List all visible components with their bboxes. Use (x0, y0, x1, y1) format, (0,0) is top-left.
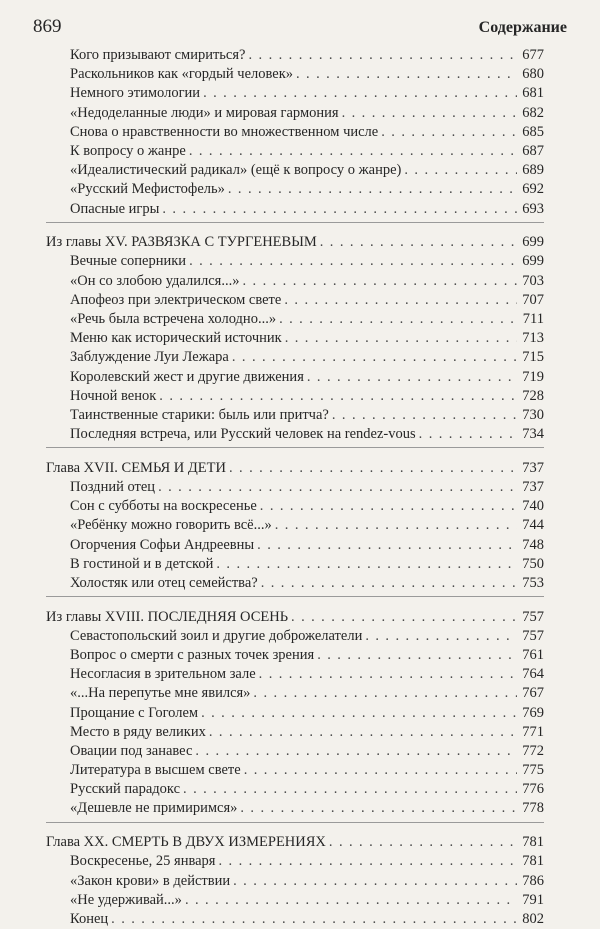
toc-entry-title: «Русский Мефистофель» (70, 181, 225, 198)
dot-leader (365, 627, 517, 646)
toc-entry-title: «Он со злобою удалился...» (70, 272, 240, 289)
toc-entry-page: 692 (522, 181, 544, 198)
toc-entry-title: К вопросу о жанре (70, 142, 186, 159)
dot-leader (248, 46, 517, 65)
toc-entry-title: Ночной венок (70, 387, 157, 404)
toc-entry-title: Заблуждение Луи Лежара (70, 349, 229, 366)
toc-section-entry[interactable] (46, 104, 544, 123)
toc-section-entry[interactable] (46, 555, 544, 574)
toc-entry-title: «Недоделанные люди» и мировая гармония (70, 104, 339, 121)
dot-leader (228, 180, 517, 199)
toc-section-entry[interactable] (46, 780, 544, 799)
dot-leader (218, 852, 517, 871)
toc-entry-page: 737 (522, 459, 544, 476)
dot-leader (259, 665, 517, 684)
toc-entry-title: Конец (70, 910, 109, 927)
toc-section-entry[interactable] (46, 704, 544, 723)
toc-entry-page: 748 (522, 536, 544, 553)
toc-chapter-entry[interactable] (46, 229, 544, 252)
toc-section-entry[interactable] (46, 852, 544, 871)
dot-leader (229, 459, 517, 478)
toc-section-entry[interactable] (46, 291, 544, 310)
toc-entry-title: Меню как исторический источник (70, 330, 282, 347)
toc-section-entry[interactable] (46, 368, 544, 387)
toc-entry-page: 677 (522, 47, 544, 63)
toc-section-entry[interactable] (46, 348, 544, 367)
running-title: Содержание (478, 19, 567, 36)
toc-entry-title: В гостиной и в детской (70, 555, 214, 572)
toc-entry-title: Глава XVII. СЕМЬЯ И ДЕТИ (46, 459, 226, 476)
toc-section-entry[interactable] (46, 425, 544, 444)
toc-section-entry[interactable] (46, 536, 544, 555)
toc-section-entry[interactable] (46, 723, 544, 742)
toc-entry-title: Место в ряду великих (70, 723, 206, 740)
toc-entry-page: 778 (522, 800, 544, 817)
toc-entry-title: Из главы XV. РАЗВЯЗКА С ТУРГЕНЕВЫМ (46, 234, 317, 251)
page-number: 869 (33, 16, 62, 37)
toc-section-entry[interactable] (46, 161, 544, 180)
toc-entry-page: 740 (522, 498, 544, 515)
toc-entry-title: Русский парадокс (70, 781, 181, 798)
toc-entry-title: «Закон крови» в действии (70, 872, 231, 889)
toc-entry-page: 699 (522, 234, 544, 251)
dot-leader (279, 310, 517, 329)
dot-leader (291, 608, 517, 627)
toc-entry-page: 772 (522, 742, 544, 759)
toc-entry-page: 719 (522, 368, 544, 385)
toc-entry-page: 761 (522, 646, 544, 663)
toc-section-entry[interactable] (46, 142, 544, 161)
toc-entry-title: Опасные игры (70, 200, 160, 217)
toc-entry-title: Из главы XVIII. ПОСЛЕДНЯЯ ОСЕНЬ (46, 608, 289, 625)
toc-entry-title: Овации под занавес (70, 742, 193, 759)
dot-leader (209, 723, 517, 742)
dot-leader (203, 84, 517, 103)
toc-section-entry[interactable] (46, 516, 544, 535)
toc-section-entry[interactable] (46, 910, 544, 929)
dot-leader (257, 536, 517, 555)
toc-section-entry[interactable] (46, 891, 544, 910)
toc-entry-page: 682 (522, 104, 544, 121)
dot-leader (275, 516, 517, 535)
toc-entry-title: Несогласия в зрительном зале (70, 666, 256, 683)
dot-leader (158, 478, 517, 497)
toc-entry-title: Литература в высшем свете (70, 762, 241, 779)
dot-leader (111, 910, 517, 929)
dot-leader (296, 65, 517, 84)
toc-entry-page: 715 (522, 349, 544, 366)
toc-section-entry[interactable] (46, 180, 544, 199)
toc-entry-page: 685 (522, 123, 544, 140)
dot-leader (159, 387, 517, 406)
toc-section-entry[interactable] (46, 742, 544, 761)
toc-entry-page: 764 (522, 666, 544, 683)
toc-section-entry[interactable] (46, 799, 544, 818)
dot-leader (189, 142, 517, 161)
toc-entry-page: 681 (522, 85, 544, 102)
toc-entry-title: Поздний отец (70, 478, 156, 495)
dot-leader (240, 799, 517, 818)
toc-entry-page: 767 (522, 685, 544, 702)
dot-leader (195, 742, 517, 761)
toc-entry-page: 775 (522, 762, 544, 779)
toc-entry-title: Глава XX. СМЕРТЬ В ДВУХ ИЗМЕРЕНИЯХ (46, 834, 326, 851)
toc-chapter-entry[interactable] (46, 604, 544, 627)
toc-chapter-entry[interactable] (46, 455, 544, 478)
toc-section-entry[interactable] (46, 329, 544, 348)
toc-section-entry[interactable] (46, 574, 544, 593)
toc-entry-page: 728 (522, 387, 544, 404)
toc-entry-page: 776 (522, 781, 544, 798)
toc-entry-page: 781 (522, 853, 544, 870)
toc-entry-title: «Дешевле не примиримся» (70, 800, 238, 817)
toc-entry-page: 693 (522, 200, 544, 217)
toc-entry-title: Вечные соперники (70, 253, 187, 270)
toc-entry-title: Таинственные старики: быль или притча? (70, 406, 329, 423)
toc-entry-title: Прощание с Гоголем (70, 704, 199, 721)
section-divider (46, 822, 544, 823)
toc-section-entry[interactable] (46, 200, 544, 219)
toc-entry-title: Снова о нравственности во множественном числе (70, 123, 379, 140)
toc-section-entry[interactable] (46, 387, 544, 406)
toc-entry-title: Вопрос о смерти с разных точек зрения (70, 646, 315, 663)
toc-section-entry[interactable] (46, 665, 544, 684)
toc-entry-page: 781 (522, 834, 544, 851)
dot-leader (419, 425, 517, 444)
section-divider (46, 447, 544, 448)
toc-section-entry[interactable] (46, 84, 544, 103)
toc-entry-title: Королевский жест и другие движения (70, 368, 304, 385)
toc-entry-page: 786 (522, 872, 544, 889)
toc-section-entry[interactable] (46, 252, 544, 271)
toc-entry-page: 791 (522, 891, 544, 908)
toc-entry-title: Кого призывают смириться? (70, 47, 246, 63)
toc-entry-page: 750 (522, 555, 544, 572)
toc-chapter-entry[interactable] (46, 829, 544, 852)
toc-section-entry[interactable] (46, 684, 544, 703)
dot-leader (329, 833, 517, 852)
toc-section-entry[interactable] (46, 406, 544, 425)
toc-entry-page: 737 (522, 478, 544, 495)
toc-section-entry[interactable] (46, 872, 544, 891)
toc-entry-page: 734 (522, 426, 544, 443)
toc-section-entry[interactable] (46, 272, 544, 291)
dot-leader (242, 272, 517, 291)
dot-leader (261, 574, 517, 593)
dot-leader (233, 872, 517, 891)
toc-section-entry[interactable] (46, 46, 544, 65)
dot-leader (189, 252, 517, 271)
toc-entry-title: Немного этимологии (70, 85, 201, 102)
toc-section-entry[interactable] (46, 310, 544, 329)
dot-leader (162, 200, 517, 219)
toc-entry-title: Последняя встреча, или Русский человек на rendez-vous (70, 426, 416, 443)
table-of-contents (46, 46, 544, 929)
dot-leader (381, 123, 517, 142)
section-divider (46, 222, 544, 223)
dot-leader (244, 761, 517, 780)
toc-section-entry[interactable] (46, 627, 544, 646)
toc-section-entry[interactable] (46, 478, 544, 497)
dot-leader (216, 555, 517, 574)
toc-entry-page: 771 (522, 723, 544, 740)
toc-entry-page: 730 (522, 406, 544, 423)
toc-section-entry[interactable] (46, 65, 544, 84)
toc-entry-title: «Ребёнку можно говорить всё...» (70, 517, 272, 534)
toc-entry-page: 769 (522, 704, 544, 721)
toc-entry-page: 689 (522, 162, 544, 179)
toc-section-entry[interactable] (46, 497, 544, 516)
toc-section-entry[interactable] (46, 761, 544, 780)
toc-entry-page: 699 (522, 253, 544, 270)
dot-leader (307, 368, 517, 387)
dot-leader (285, 329, 517, 348)
toc-section-entry[interactable] (46, 123, 544, 142)
toc-entry-title: Сон с субботы на воскресенье (70, 498, 257, 515)
dot-leader (253, 684, 517, 703)
toc-entry-page: 703 (522, 272, 544, 289)
dot-leader (320, 233, 517, 252)
toc-entry-title: Холостяк или отец семейства? (70, 574, 258, 591)
toc-entry-title: «Не удерживай...» (70, 891, 182, 908)
dot-leader (284, 291, 517, 310)
dot-leader (201, 704, 517, 723)
section-divider (46, 596, 544, 597)
toc-entry-page: 711 (522, 310, 544, 327)
toc-section-entry[interactable] (46, 646, 544, 665)
toc-entry-title: Севастопольский зоил и другие доброжелатели (70, 627, 363, 644)
toc-entry-title: «Идеалистический радикал» (ещё к вопросу о жанре) (70, 162, 402, 179)
dot-leader (332, 406, 517, 425)
toc-entry-page: 757 (522, 627, 544, 644)
dot-leader (183, 780, 517, 799)
dot-leader (317, 646, 517, 665)
toc-entry-page: 744 (522, 517, 544, 534)
page-header (33, 16, 567, 46)
toc-entry-title: Огорчения Софьи Андреевны (70, 536, 255, 553)
toc-entry-page: 757 (522, 608, 544, 625)
dot-leader (404, 161, 517, 180)
toc-entry-page: 687 (522, 142, 544, 159)
toc-entry-page: 707 (522, 291, 544, 308)
toc-entry-page: 713 (522, 330, 544, 347)
dot-leader (342, 104, 517, 123)
dot-leader (260, 497, 517, 516)
toc-entry-title: Раскольников как «гордый человек» (70, 66, 293, 83)
dot-leader (185, 891, 517, 910)
dot-leader (232, 348, 517, 367)
toc-entry-title: «Речь была встречена холодно...» (70, 310, 277, 327)
toc-entry-title: «...На перепутье мне явился» (70, 685, 251, 702)
toc-entry-page: 802 (522, 910, 544, 927)
toc-entry-page: 753 (522, 574, 544, 591)
toc-entry-page: 680 (522, 66, 544, 83)
toc-entry-title: Воскресенье, 25 января (70, 853, 216, 870)
toc-entry-title: Апофеоз при электрическом свете (70, 291, 282, 308)
